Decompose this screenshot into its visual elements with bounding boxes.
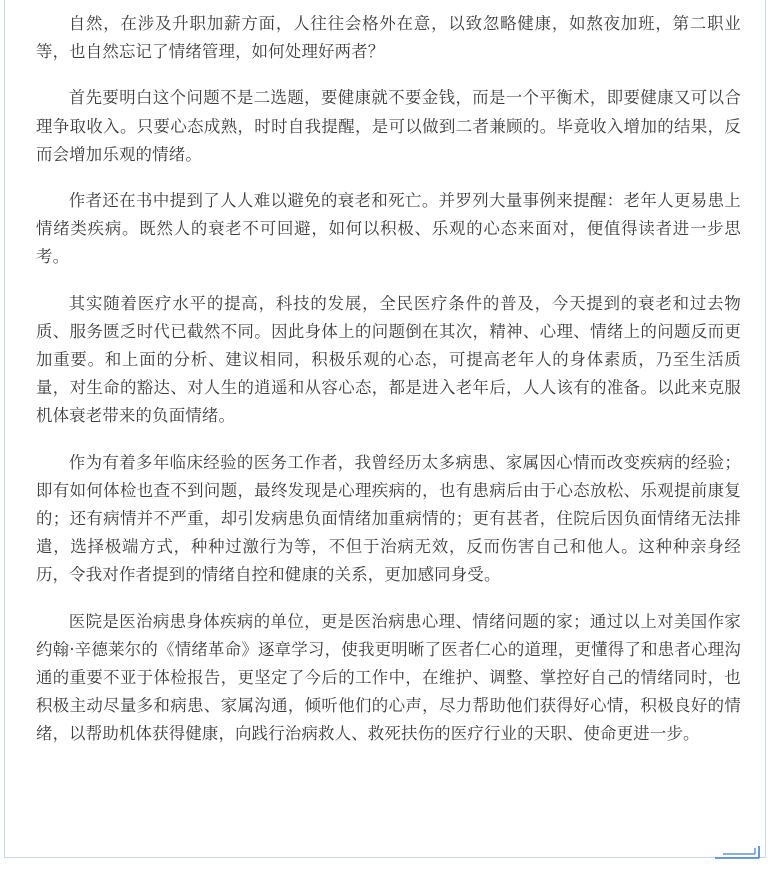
- corner-decoration-icon: [713, 845, 763, 861]
- paragraph-6: 医院是医治病患身体疾病的单位，更是医治病患心理、情绪问题的家；通过以上对美国作家约翰·辛德莱尔的《情绪革命》逐章学习，使我更明晰了医者仁心的道理，更懂得了和患者心理沟通的重要不亚于体检报告，更坚定了今后的工作中，在维护、调整、掌控好自己的情绪同时，也积极主动尽量多和病患、家属沟通，倾听他们的心声，尽力帮助他们获得好心情，积极良好的情绪，以帮助机体获得健康，向践行治病救人、救死扶伤的医疗行业的天职、使命更进一步。: [36, 611, 741, 744]
- paragraph-1: 自然，在涉及升职加薪方面，人往往会格外在意，以致忽略健康，如熬夜加班，第二职业等，也自然忘记了情绪管理，如何处理好两者？: [36, 14, 741, 62]
- article-body: [36, 10, 741, 767]
- paragraph-2: 首先要明白这个问题不是二选题，要健康就不要金钱，而是一个平衡术，即要健康又可以合理争取收入。只要心态成熟，时时自我提醒，是可以做到二者兼顾的。毕竟收入增加的结果，反而会增加乐观的情绪。: [36, 88, 741, 164]
- paragraph-3: 作者还在书中提到了人人难以避免的衰老和死亡。并罗列大量事例来提醒：老年人更易患上情绪类疾病。既然人的衰老不可回避，如何以积极、乐观的心态来面对，便值得读者进一步思考。: [36, 191, 741, 267]
- paragraph-4: 其实随着医疗水平的提高，科技的发展，全民医疗条件的普及，今天提到的衰老和过去物质、服务匮乏时代已截然不同。因此身体上的问题倒在其次，精神、心理、情绪上的问题反而更加重要。和上面的分析、建议相同，积极乐观的心态，可提高老年人的身体素质，乃至生活质量，对生命的豁达、对人生的逍遥和从容心态，都是进入老年后，人人该有的准备。以此来克服机体衰老带来的负面情绪。: [36, 293, 741, 426]
- paragraph-5: 作为有着多年临床经验的医务工作者，我曾经历太多病患、家属因心情而改变疾病的经验；即有如何体检也查不到问题，最终发现是心理疾病的，也有患病后由于心态放松、乐观提前康复的；还有病情并不严重，却引发病患负面情绪加重病情的；更有甚者，住院后因负面情绪无法排遣，选择极端方式，种种过激行为等，不但于治病无效，反而伤害自己和他人。这种种亲身经历，令我对作者提到的情绪自控和健康的关系，更加感同身受。: [36, 452, 741, 585]
